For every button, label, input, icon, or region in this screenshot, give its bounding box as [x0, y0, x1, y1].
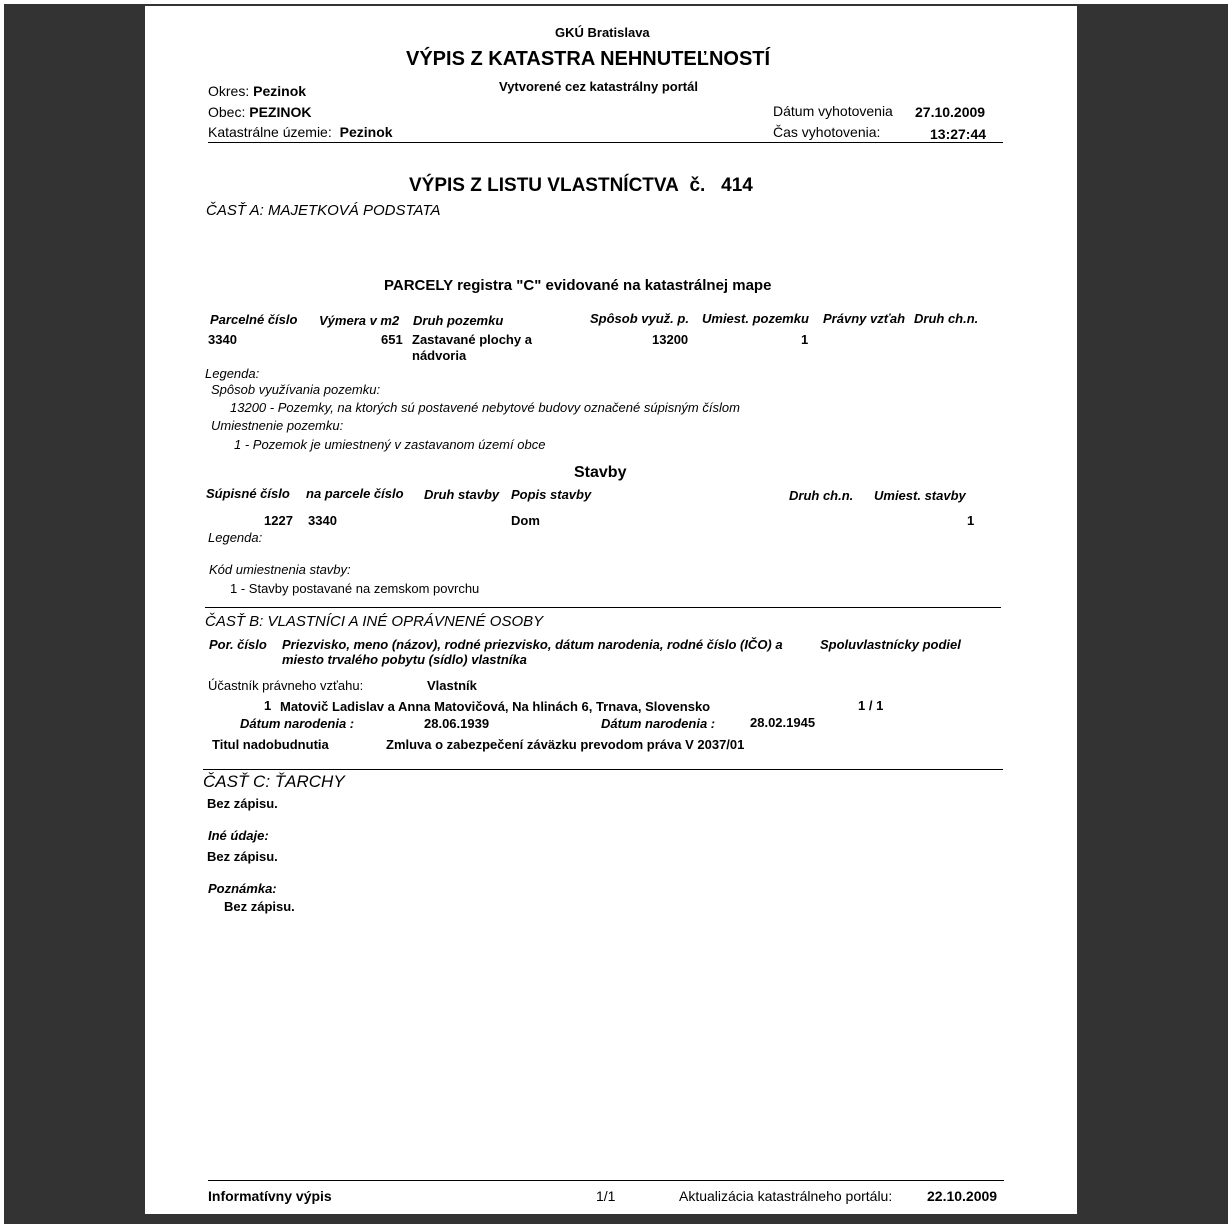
col-owner-desc-line1: Priezvisko, meno (názov), rodné priezvisko, dátum narodenia, rodné číslo (IČO) a	[282, 637, 783, 652]
col-vymera: Výmera v m2	[319, 313, 400, 328]
uzemie-label: Katastrálne územie:	[208, 124, 332, 140]
cas-value: 13:27:44	[930, 126, 987, 142]
kod-umiestnenia-title: Kód umiestnenia stavby:	[209, 562, 351, 577]
owner-text: Matovič Ladislav a Anna Matovičová, Na hlinách 6, Trnava, Slovensko	[280, 699, 711, 714]
col-umiest-stavby: Umiest. stavby	[874, 488, 966, 503]
datum-label: Dátum vyhotovenia	[773, 103, 893, 119]
legend-sposob-title: Spôsob využívania pozemku:	[211, 382, 381, 397]
stavba-popis-value: Dom	[511, 513, 540, 528]
stavba-supisne-value: 1227	[264, 513, 293, 528]
obec-value: PEZINOK	[249, 104, 312, 120]
parcela-sposob-value: 13200	[652, 332, 689, 347]
datum-narodenia-label-1: Dátum narodenia :	[240, 716, 355, 731]
poznamka-text: Bez zápisu.	[224, 899, 295, 914]
col-owner-desc-line2: miesto trvalého pobytu (sídlo) vlastníka	[282, 652, 527, 667]
document-title: VÝPIS Z KATASTRA NEHNUTEĽNOSTÍ	[406, 48, 771, 70]
obec-field	[208, 104, 311, 120]
footer-update-value: 22.10.2009	[927, 1188, 998, 1204]
parcely-title: PARCELY registra "C" evidované na katastrálnej mape	[384, 277, 772, 294]
col-spoluvlastnicky-podiel: Spoluvlastnícky podiel	[820, 637, 961, 652]
part-c-divider	[203, 769, 1003, 770]
document-subtitle: Vytvorené cez katastrálny portál	[499, 79, 698, 94]
col-sposob-vyuz: Spôsob využ. p.	[590, 311, 689, 326]
col-supisne-cislo: Súpisné číslo	[206, 486, 290, 501]
part-c-text: Bez zápisu.	[207, 796, 278, 811]
col-na-parcele: na parcele číslo	[306, 486, 404, 501]
col-druh-chn: Druh ch.n.	[914, 311, 979, 326]
okres-label: Okres:	[208, 83, 250, 99]
col-stavby-druh-chn: Druh ch.n.	[789, 488, 854, 503]
footer-page-number: 1/1	[596, 1188, 616, 1204]
legend-sposob-text: 13200 - Pozemky, na ktorých sú postavené nebytové budovy označené súpisným číslom	[230, 400, 740, 415]
col-druh-stavby: Druh stavby	[424, 487, 500, 502]
okres-value: Pezinok	[253, 83, 307, 99]
ine-udaje-text: Bez zápisu.	[207, 849, 278, 864]
datum-value: 27.10.2009	[915, 104, 986, 120]
obec-label: Obec:	[208, 104, 246, 120]
legend-umiest-text: 1 - Pozemok je umiestnený v zastavanom území obce	[234, 437, 546, 452]
col-por-cislo: Por. číslo	[209, 637, 267, 652]
stavba-umiest-value: 1	[967, 513, 975, 528]
list-title	[409, 175, 753, 197]
okres-field	[208, 83, 306, 99]
stavby-title: Stavby	[574, 464, 627, 481]
owner-podiel: 1 / 1	[858, 698, 884, 713]
datum-narodenia-label-2: Dátum narodenia :	[601, 716, 716, 731]
part-a-heading: ČASŤ A: MAJETKOVÁ PODSTATA	[206, 202, 441, 219]
parcela-druh-line2: nádvoria	[412, 348, 467, 363]
datum-narodenia-value-1: 28.06.1939	[424, 716, 490, 731]
part-b-divider	[205, 607, 1001, 608]
datum-narodenia-value-2: 28.02.1945	[750, 715, 816, 730]
list-number-value: 414	[721, 175, 753, 196]
legend-label: Legenda:	[205, 366, 260, 381]
cas-label: Čas vyhotovenia:	[773, 124, 881, 140]
kod-umiestnenia-text: 1 - Stavby postavané na zemskom povrchu	[230, 581, 480, 596]
col-parcelne-cislo: Parcelné číslo	[210, 312, 298, 327]
stavba-parcela-value: 3340	[308, 513, 337, 528]
ucastnik-label: Účastník právneho vzťahu:	[208, 678, 364, 693]
part-c-heading: ČASŤ C: ŤARCHY	[203, 772, 345, 791]
footer-divider	[208, 1180, 1004, 1181]
titul-value: Zmluva o zabezpečení záväzku prevodom práva V 2037/01	[386, 737, 745, 752]
list-title-text: VÝPIS Z LISTU VLASTNÍCTVA	[409, 175, 679, 196]
col-pravny-vztah: Právny vzťah	[823, 311, 906, 326]
part-b-heading: ČASŤ B: VLASTNÍCI A INÉ OPRÁVNENÉ OSOBY	[205, 613, 544, 630]
col-popis-stavby: Popis stavby	[511, 487, 592, 502]
titul-label: Titul nadobudnutia	[212, 737, 329, 752]
poznamka-label: Poznámka:	[208, 881, 277, 896]
parcela-druh-line1: Zastavané plochy a	[412, 332, 532, 347]
owner-number: 1	[264, 698, 272, 713]
list-number-label: č.	[689, 175, 706, 196]
parcela-vymera-value: 651	[381, 332, 403, 347]
col-umiest-pozemku: Umiest. pozemku	[702, 311, 809, 326]
parcela-umiest-value: 1	[801, 332, 809, 347]
ine-udaje-label: Iné údaje:	[208, 828, 269, 843]
col-druh-pozemku: Druh pozemku	[413, 313, 504, 328]
header-divider	[208, 142, 1003, 143]
document-page	[145, 6, 1077, 1214]
stavby-legend-label: Legenda:	[208, 530, 263, 545]
legend-umiest-title: Umiestnenie pozemku:	[211, 418, 344, 433]
uzemie-value: Pezinok	[339, 124, 393, 140]
footer-update-label: Aktualizácia katastrálneho portálu:	[679, 1188, 893, 1204]
katastralne-uzemie-field	[208, 124, 393, 140]
footer-informativny-vypis: Informatívny výpis	[208, 1188, 332, 1204]
office-name: GKÚ Bratislava	[555, 25, 650, 40]
ucastnik-value: Vlastník	[427, 678, 477, 693]
parcela-cislo-value: 3340	[208, 332, 237, 347]
